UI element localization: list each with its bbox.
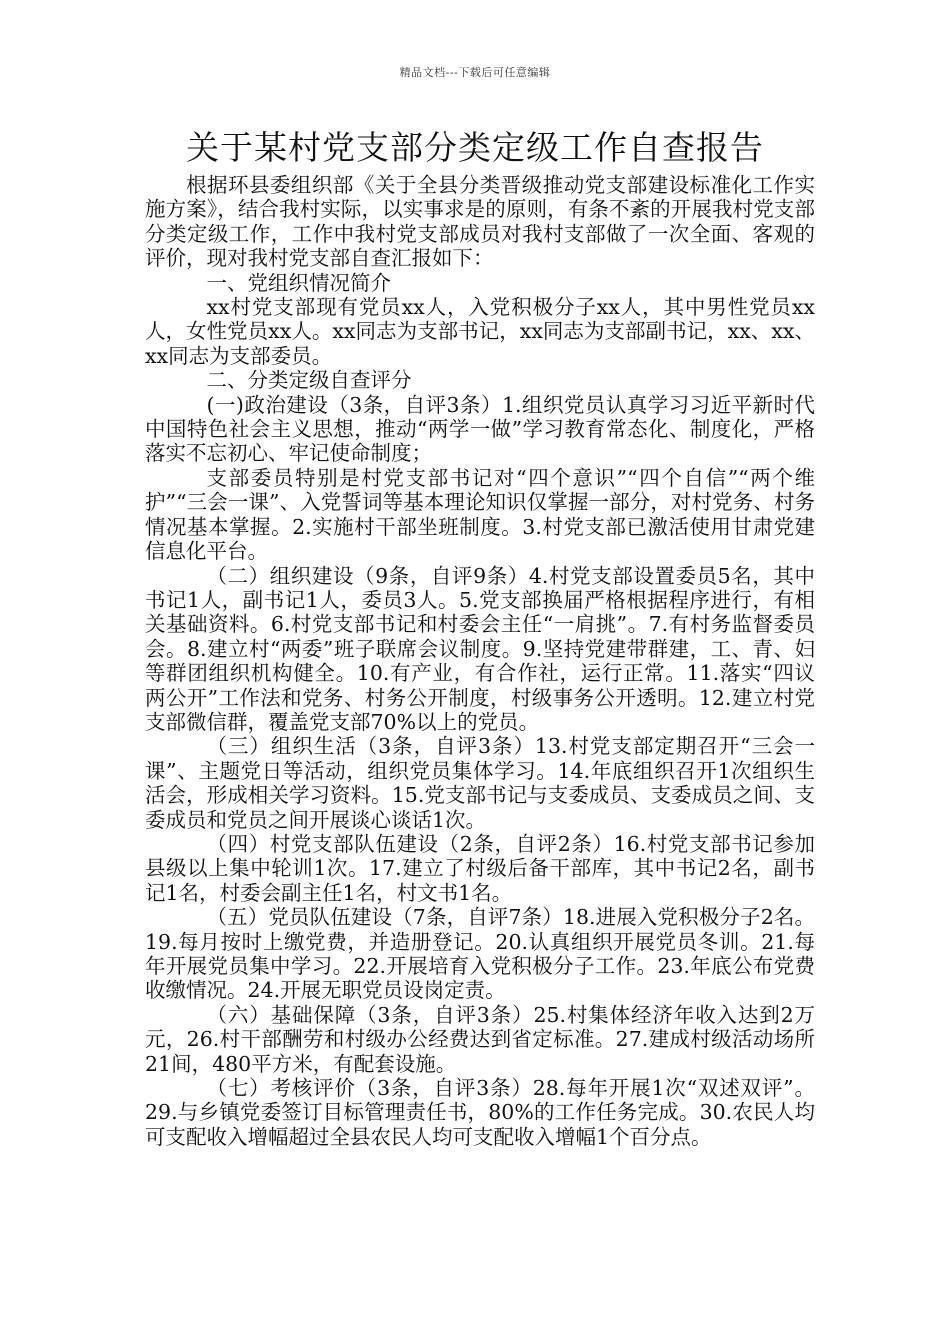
section-heading-overview: 一、党组织情况简介 (206, 270, 391, 295)
member-team-paragraph: （五）党员队伍建设（7条，自评7条）18.进展入党积极分子2名。19.每月按时上缴党费，并造册登记。20.认真组织开展党员冬训。21.每年开展党员集中学习。22.开展培育入党积极分子工作。23.年底公布党费收缴情况。24.开展无职党员设岗定责。 (145, 905, 815, 1003)
intro-paragraph: 根据环县委组织部《关于全县分类晋级推动党支部建设标准化工作实施方案》，结合我村实际，以实事求是的原则，有条不紊的开展我村党支部分类定级工作，工作中我村党支部成员对我村支部做了一次全面、客观的评价，现对我村党支部自查汇报如下： (145, 173, 815, 271)
section-heading-self-assessment: 二、分类定级自查评分 (206, 368, 412, 393)
header-note: 精品文档---下载后可任意编辑 (399, 66, 551, 79)
overview-paragraph: xx村党支部现有党员xx人，入党积极分子xx人，其中男性党员xx人，女性党员xx人。xx同志为支部书记，xx同志为支部副书记，xx、xx、xx同志为支部委员。 (145, 295, 815, 368)
document-title: 关于某村党支部分类定级工作自查报告 (186, 128, 764, 167)
organization-life-paragraph: （三）组织生活（3条，自评3条）13.村党支部定期召开“三会一课”、主题党日等活动，组织党员集体学习。14.年底组织召开1次组织生活会，形成相关学习资料。15.党支部书记与支委成员、支委成员之间、支委成员和党员之间开展谈心谈话1次。 (145, 734, 815, 832)
evaluation-paragraph: （七）考核评价（3条，自评3条）28.每年开展1次“双述双评”。29.与乡镇党委签订目标管理责任书，80%的工作任务完成。30.农民人均可支配收入增幅超过全县农民人均可支配收入增幅1个百分点。 (145, 1076, 815, 1149)
branch-team-paragraph: （四）村党支部队伍建设（2条，自评2条）16.村党支部书记参加县级以上集中轮训1次。17.建立了村级后备干部库，其中书记2名，副书记1名，村委会副主任1名，村文书1名。 (145, 831, 815, 905)
document-body (145, 173, 815, 1149)
political-construction-continued-paragraph: 支部委员特别是村党支部书记对“四个意识”“四个自信”“两个维护”“三会一课”、入党誓词等基本理论知识仅掌握一部分，对村党务、村务情况基本掌握。2.实施村干部坐班制度。3.村党支部已激活使用甘肃党建信息化平台。 (145, 465, 815, 564)
political-construction-paragraph: (一)政治建设（3条，自评3条）1.组织党员认真学习习近平新时代中国特色社会主义思想，推动“两学一做”学习教育常态化、制度化，严格落实不忘初心、牢记使命制度； (145, 392, 815, 466)
basic-support-paragraph: （六）基础保障（3条，自评3条）25.村集体经济年收入达到2万元，26.村干部酬劳和村级办公经费达到省定标准。27.建成村级活动场所21间，480平方米，有配套设施。 (145, 1002, 815, 1076)
organization-construction-paragraph: （二）组织建设（9条，自评9条）4.村党支部设置委员5名，其中书记1人，副书记1人，委员3人。5.党支部换届严格根据程序进行，有相关基础资料。6.村党支部书记和村委会主任“一肩挑”。7.有村务监督委员会。8.建立村“两委”班子联席会议制度。9.坚持党建带群建，工、青、妇等群团组织机构健全。10.有产业，有合作社，运行正常。11.落实“四议两公开”工作法和党务、村务公开制度，村级事务公开透明。12.建立村党支部微信群，覆盖党支部70%以上的党员。 (145, 563, 815, 734)
